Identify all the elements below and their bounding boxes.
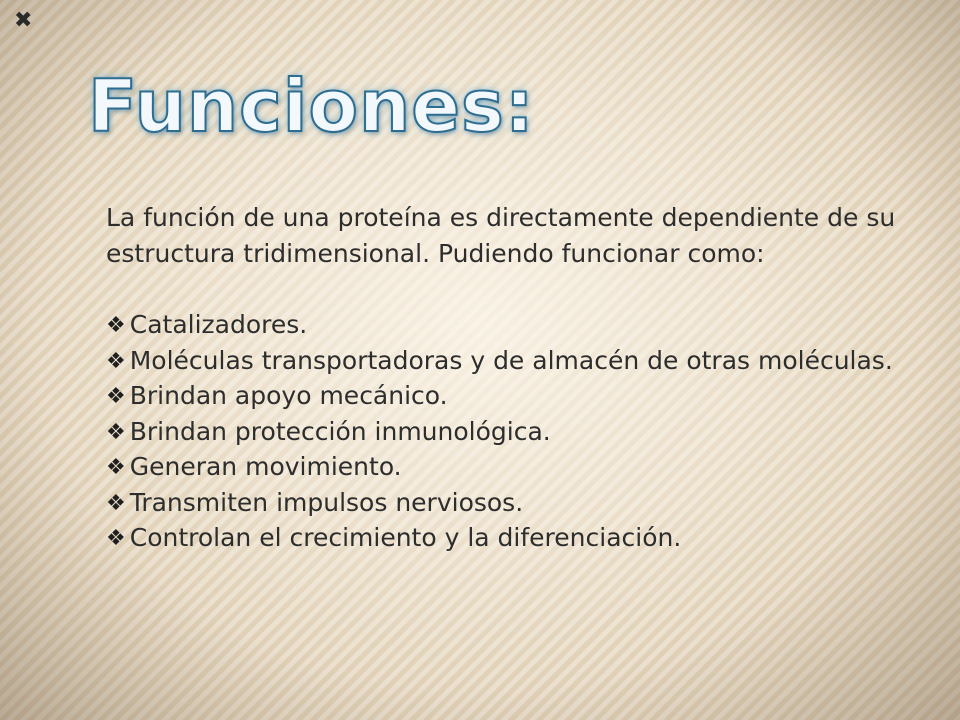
functions-list — [106, 307, 896, 556]
diamond-bullet-icon: ❖ — [106, 419, 126, 445]
close-x-icon: ✖ — [14, 8, 33, 33]
intro-paragraph: La función de una proteína es directamente dependiente de su estructura tridimensional. Pudiendo funcionar como: — [106, 203, 896, 268]
list-item-text: Transmiten impulsos nerviosos. — [129, 487, 524, 517]
list-item — [106, 485, 896, 521]
diamond-bullet-icon: ❖ — [106, 455, 126, 480]
list-item-text: Controlan el crecimiento y la diferenciación. — [129, 523, 682, 552]
list-item-text: Moléculas transportadoras y de almacén de otras moléculas. — [129, 345, 893, 375]
diamond-bullet-icon: ❖ — [106, 384, 126, 409]
list-item-text: Catalizadores. — [129, 310, 308, 339]
diamond-bullet-icon: ❖ — [106, 313, 126, 338]
list-item — [106, 378, 896, 414]
list-item — [106, 343, 896, 379]
list-item-text: Brindan apoyo mecánico. — [129, 381, 448, 410]
list-item — [106, 414, 896, 450]
diamond-bullet-icon: ❖ — [106, 526, 126, 551]
diamond-bullet-icon: ❖ — [106, 348, 126, 374]
diamond-bullet-icon: ❖ — [106, 490, 126, 516]
list-item — [106, 307, 896, 343]
list-item-text: Generan movimiento. — [129, 452, 402, 481]
slide-title: Funciones: — [88, 64, 535, 148]
list-item-text: Brindan protección inmunológica. — [129, 416, 551, 446]
list-item — [106, 520, 896, 556]
slide-body — [106, 200, 896, 556]
list-item — [106, 449, 896, 485]
